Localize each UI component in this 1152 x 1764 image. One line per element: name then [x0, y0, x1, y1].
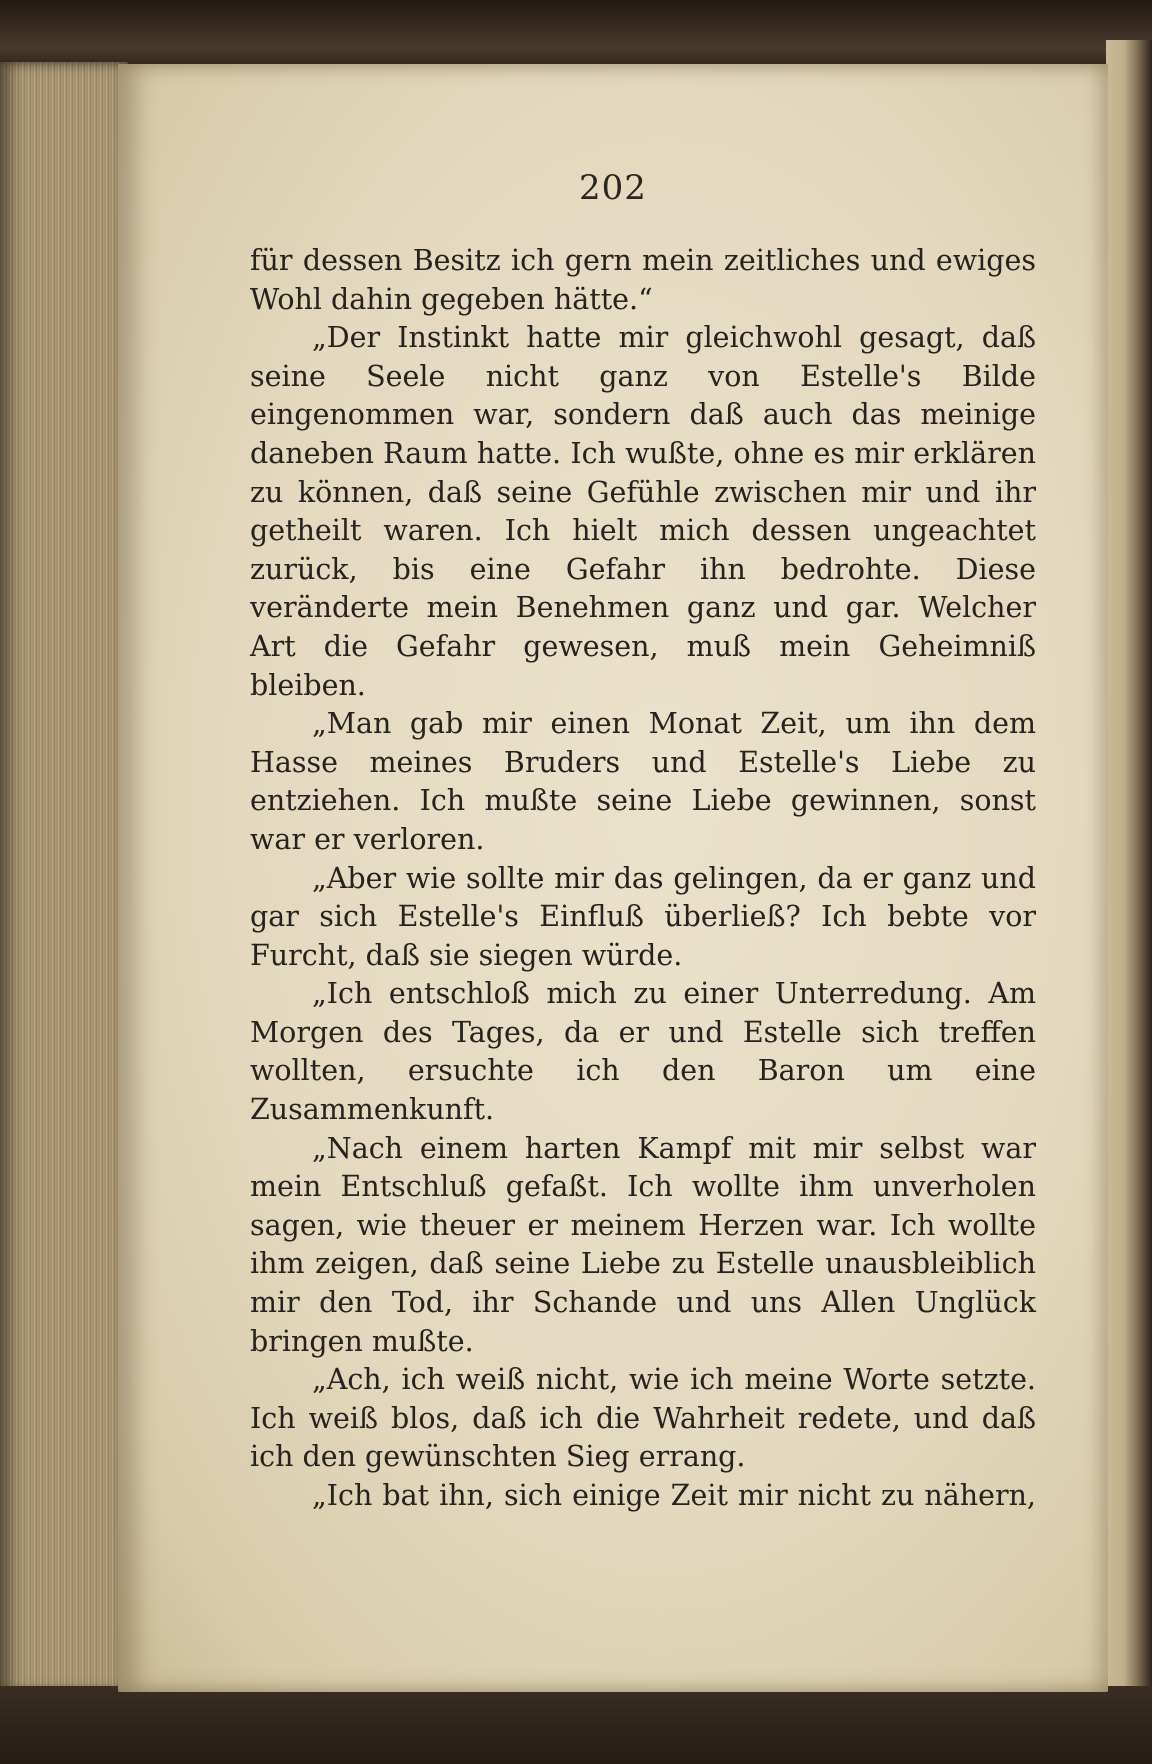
page-number: 202 [579, 168, 647, 208]
book-binding-bottom [0, 1686, 1152, 1764]
paragraph: „Ich entschloß mich zu einer Unterredung. Am Morgen des Tages, da er und Estelle sich treffen wollten, ersuchte ich den Baron um eine Zusammenkunft. [250, 977, 1036, 1127]
paragraph: „Ach, ich weiß nicht, wie ich meine Worte setzte. Ich weiß blos, daß ich die Wahrheit redete, und daß ich den gewünschten Sieg errang. [250, 1363, 1036, 1474]
page-edges-left [0, 62, 128, 1692]
paragraph: „Nach einem harten Kampf mit mir selbst war mein Entschluß gefaßt. Ich wollte ihm unverholen sagen, wie theuer er meinem Herzen war. Ich wollte ihm zeigen, daß seine Liebe zu Estelle unausbleiblich mir den Tod, ihr Schande und uns Allen Unglück bringen mußte. [250, 1131, 1036, 1358]
paragraph: „Ich bat ihn, sich einige Zeit mir nicht zu nähern, [312, 1479, 1036, 1512]
paragraph: „Aber wie sollte mir das gelingen, da er ganz und gar sich Estelle's Einfluß überließ? Ich bebte vor Furcht, daß sie siegen würde. [250, 861, 1036, 972]
paragraph: für dessen Besitz ich gern mein zeitliches und ewiges Wohl dahin gegeben hätte.“ [250, 244, 1036, 316]
book-page [118, 64, 1108, 1692]
page-text [250, 242, 1036, 1516]
paragraph: „Man gab mir einen Monat Zeit, um ihn dem Hasse meines Bruders und Estelle's Liebe zu entziehen. Ich mußte seine Liebe gewinnen, sonst war er verloren. [250, 707, 1036, 856]
book-binding-top [0, 0, 1152, 70]
paragraph: „Der Instinkt hatte mir gleichwohl gesagt, daß seine Seele nicht ganz von Estelle's Bilde eingenommen war, sondern daß auch das meinige daneben Raum hatte. Ich wußte, ohne es mir erklären zu können, daß seine Gefühle zwischen mir und ihr getheilt waren. Ich hielt mich dessen ungeachtet zurück, bis eine Gefahr ihn bedrohte. Diese veränderte mein Benehmen ganz und gar. Welcher Art die Gefahr gewesen, muß mein Geheimniß bleiben. [250, 321, 1036, 702]
cover-edge-right [1106, 40, 1152, 1700]
